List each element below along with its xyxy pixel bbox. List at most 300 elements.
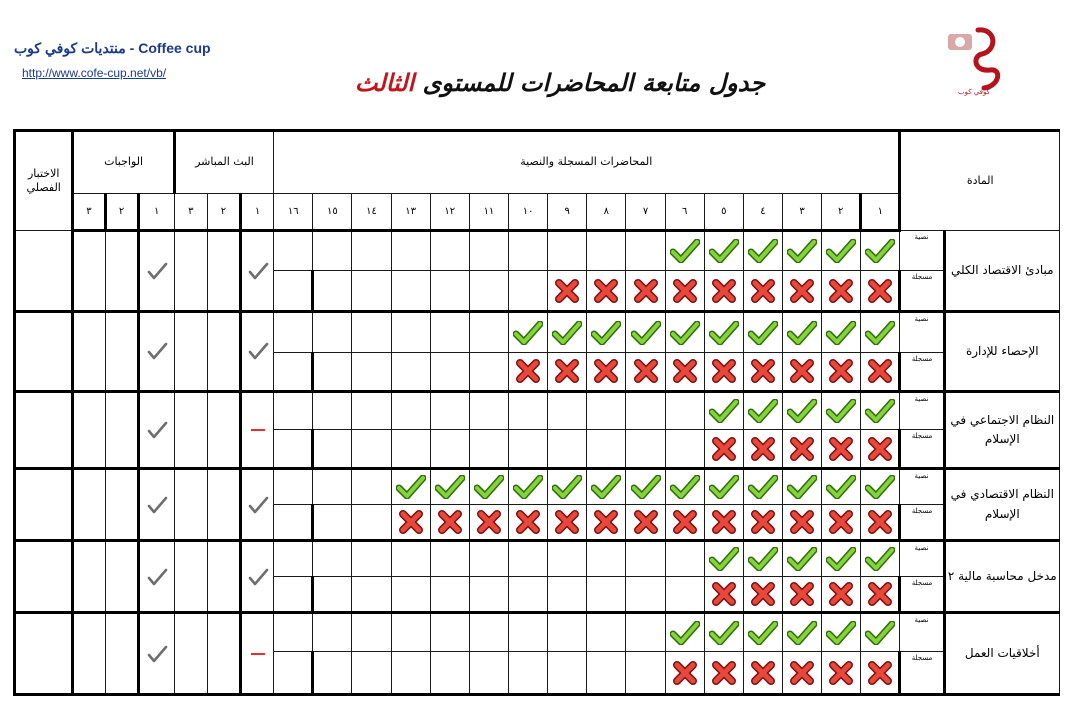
lecture-cell-recorded[interactable] <box>665 576 704 613</box>
check-icon <box>396 475 426 499</box>
lecture-cell-text[interactable] <box>783 541 822 577</box>
lecture-cell-text[interactable] <box>274 230 313 271</box>
lecture-cell-recorded[interactable] <box>391 576 430 613</box>
live-cell[interactable] <box>174 468 207 540</box>
row-type-text: نصية <box>900 312 944 353</box>
lecture-cell-recorded[interactable] <box>274 576 313 613</box>
lecture-cell-recorded[interactable] <box>665 504 704 541</box>
lecture-cell-recorded[interactable] <box>626 430 665 469</box>
lecture-cell-text[interactable] <box>352 391 391 430</box>
lecture-cell-text[interactable] <box>313 312 352 353</box>
lecture-cell-recorded[interactable] <box>274 271 313 312</box>
lecture-cell-text[interactable] <box>783 312 822 353</box>
lecture-cell-recorded[interactable] <box>587 430 626 469</box>
check-icon <box>474 475 504 499</box>
homework-cell[interactable] <box>73 312 105 391</box>
check-icon <box>865 547 895 571</box>
lecture-cell-text[interactable] <box>352 230 391 271</box>
lecture-cell-text[interactable] <box>704 613 743 652</box>
lecture-cell-recorded[interactable] <box>313 430 352 469</box>
homework-cell[interactable] <box>105 613 138 695</box>
lecture-cell-recorded[interactable] <box>274 652 313 695</box>
lecture-cell-text[interactable] <box>509 613 548 652</box>
cross-icon <box>515 359 541 383</box>
cross-icon <box>789 359 815 383</box>
lecture-cell-recorded[interactable] <box>274 430 313 469</box>
lecture-cell-text[interactable] <box>274 391 313 430</box>
dash-icon <box>251 429 265 431</box>
exam-cell[interactable] <box>15 541 73 613</box>
lecture-cell-text[interactable] <box>783 613 822 652</box>
lecture-cell-recorded[interactable] <box>587 576 626 613</box>
lecture-cell-recorded[interactable] <box>587 271 626 312</box>
lecture-cell-recorded[interactable] <box>430 271 469 312</box>
lecture-cell-recorded[interactable] <box>352 652 391 695</box>
lecture-cell-recorded[interactable] <box>665 652 704 695</box>
lecture-cell-text[interactable] <box>391 391 430 430</box>
live-cell[interactable] <box>241 613 274 695</box>
lecture-cell-text[interactable] <box>822 541 861 577</box>
exam-cell[interactable] <box>15 312 73 391</box>
lecture-cell-text[interactable] <box>430 613 469 652</box>
lecture-cell-text[interactable] <box>704 312 743 353</box>
lecture-cell-text[interactable] <box>313 541 352 577</box>
lecture-cell-recorded[interactable] <box>743 504 782 541</box>
lecture-cell-text[interactable] <box>743 312 782 353</box>
lecture-cell-recorded[interactable] <box>391 652 430 695</box>
check-icon <box>146 495 168 515</box>
lecture-cell-text[interactable] <box>822 230 861 271</box>
lecture-cell-recorded[interactable] <box>469 430 508 469</box>
logo-script <box>976 30 998 88</box>
lecture-cell-text[interactable] <box>665 230 704 271</box>
lecture-number: ٨ <box>587 194 626 231</box>
lecture-cell-text[interactable] <box>587 468 626 504</box>
homework-cell[interactable] <box>138 613 174 695</box>
lecture-cell-text[interactable] <box>509 541 548 577</box>
lecture-cell-text[interactable] <box>430 541 469 577</box>
lecture-cell-recorded[interactable] <box>783 652 822 695</box>
lecture-cell-recorded[interactable] <box>430 576 469 613</box>
live-cell[interactable] <box>207 312 240 391</box>
lecture-cell-text[interactable] <box>352 312 391 353</box>
homework-cell[interactable] <box>105 468 138 540</box>
lecture-cell-recorded[interactable] <box>704 576 743 613</box>
lecture-cell-text[interactable] <box>391 468 430 504</box>
lecture-cell-text[interactable] <box>665 391 704 430</box>
logo-text: كوفي كوب <box>958 88 990 96</box>
lecture-cell-recorded[interactable] <box>822 271 861 312</box>
lecture-cell-recorded[interactable] <box>704 352 743 391</box>
homework-cell[interactable] <box>73 541 105 613</box>
exam-cell[interactable] <box>15 613 73 695</box>
site-name: منتديات كوفي كوب - Coffee cup <box>14 40 211 56</box>
homework-cell[interactable] <box>138 541 174 613</box>
lecture-number: ٣ <box>783 194 822 231</box>
lecture-cell-text[interactable] <box>509 230 548 271</box>
lecture-cell-text[interactable] <box>548 230 587 271</box>
lecture-cell-recorded[interactable] <box>587 504 626 541</box>
cross-icon <box>828 437 854 461</box>
cross-icon <box>867 661 893 685</box>
homework-header: الواجبات <box>73 131 174 194</box>
cross-icon <box>711 661 737 685</box>
cross-icon <box>789 582 815 606</box>
lecture-cell-recorded[interactable] <box>509 271 548 312</box>
lecture-cell-recorded[interactable] <box>704 430 743 469</box>
lecture-cell-text[interactable] <box>704 391 743 430</box>
exam-cell[interactable] <box>15 391 73 468</box>
cross-icon <box>789 661 815 685</box>
cross-icon <box>398 510 424 534</box>
lecture-cell-text[interactable] <box>430 312 469 353</box>
homework-cell[interactable] <box>73 468 105 540</box>
lecture-cell-recorded[interactable] <box>391 271 430 312</box>
lecture-cell-recorded[interactable] <box>469 652 508 695</box>
lecture-cell-text[interactable] <box>626 230 665 271</box>
lecture-cell-recorded[interactable] <box>352 271 391 312</box>
lecture-cell-recorded[interactable] <box>704 504 743 541</box>
lecture-cell-text[interactable] <box>587 312 626 353</box>
lecture-cell-text[interactable] <box>861 312 900 353</box>
lecture-cell-text[interactable] <box>313 613 352 652</box>
lecture-cell-recorded[interactable] <box>861 352 900 391</box>
lecture-cell-text[interactable] <box>626 312 665 353</box>
lecture-cell-text[interactable] <box>783 468 822 504</box>
check-icon <box>591 321 621 345</box>
lecture-cell-recorded[interactable] <box>822 576 861 613</box>
lecture-cell-recorded[interactable] <box>313 576 352 613</box>
lecture-cell-recorded[interactable] <box>587 652 626 695</box>
check-icon <box>709 239 739 263</box>
lecture-cell-text[interactable] <box>313 468 352 504</box>
lecture-cell-recorded[interactable] <box>587 352 626 391</box>
lecture-cell-recorded[interactable] <box>626 271 665 312</box>
lecture-cell-recorded[interactable] <box>626 352 665 391</box>
lecture-cell-recorded[interactable] <box>509 352 548 391</box>
homework-cell[interactable] <box>73 230 105 311</box>
lecture-cell-recorded[interactable] <box>509 430 548 469</box>
live-cell[interactable] <box>241 230 274 311</box>
lecture-cell-text[interactable] <box>274 613 313 652</box>
homework-cell[interactable] <box>138 391 174 468</box>
lecture-cell-text[interactable] <box>352 468 391 504</box>
lecture-cell-recorded[interactable] <box>548 271 587 312</box>
homework-cell[interactable] <box>105 230 138 311</box>
lecture-cell-recorded[interactable] <box>861 504 900 541</box>
lecture-cell-recorded[interactable] <box>469 576 508 613</box>
lecture-cell-text[interactable] <box>704 541 743 577</box>
lecture-cell-recorded[interactable] <box>822 430 861 469</box>
live-cell[interactable] <box>174 613 207 695</box>
lecture-cell-text[interactable] <box>626 541 665 577</box>
lecture-cell-text[interactable] <box>509 468 548 504</box>
live-header: البث المباشر <box>174 131 273 194</box>
live-cell[interactable] <box>241 541 274 613</box>
lecture-cell-recorded[interactable] <box>783 504 822 541</box>
lecture-cell-text[interactable] <box>665 312 704 353</box>
lecture-cell-text[interactable] <box>352 613 391 652</box>
lecture-cell-recorded[interactable] <box>548 430 587 469</box>
lecture-cell-text[interactable] <box>430 391 469 430</box>
lecture-cell-text[interactable] <box>822 312 861 353</box>
check-icon <box>787 621 817 645</box>
lecture-cell-recorded[interactable] <box>548 352 587 391</box>
live-cell[interactable] <box>207 391 240 468</box>
lecture-cell-text[interactable] <box>469 468 508 504</box>
lecture-cell-text[interactable] <box>665 468 704 504</box>
exam-cell[interactable] <box>15 468 73 540</box>
live-cell[interactable] <box>241 312 274 391</box>
lecture-cell-text[interactable] <box>274 541 313 577</box>
lecture-cell-recorded[interactable] <box>665 430 704 469</box>
dash-icon <box>251 653 265 655</box>
lecture-cell-recorded[interactable] <box>626 504 665 541</box>
lecture-cell-recorded[interactable] <box>743 652 782 695</box>
lecture-cell-recorded[interactable] <box>743 271 782 312</box>
lecture-cell-recorded[interactable] <box>509 504 548 541</box>
lecture-cell-text[interactable] <box>391 613 430 652</box>
lecture-cell-recorded[interactable] <box>783 576 822 613</box>
lecture-cell-recorded[interactable] <box>352 352 391 391</box>
lecture-cell-recorded[interactable] <box>391 352 430 391</box>
lecture-cell-recorded[interactable] <box>469 352 508 391</box>
lecture-cell-recorded[interactable] <box>430 430 469 469</box>
lecture-cell-text[interactable] <box>391 541 430 577</box>
lecture-cell-text[interactable] <box>743 613 782 652</box>
lecture-cell-recorded[interactable] <box>430 352 469 391</box>
cross-icon <box>554 359 580 383</box>
lecture-cell-text[interactable] <box>783 230 822 271</box>
homework-cell[interactable] <box>138 468 174 540</box>
check-icon <box>748 547 778 571</box>
lecture-cell-text[interactable] <box>587 541 626 577</box>
cross-icon <box>828 582 854 606</box>
lecture-cell-recorded[interactable] <box>274 504 313 541</box>
lecture-cell-text[interactable] <box>587 613 626 652</box>
lecture-cell-recorded[interactable] <box>822 504 861 541</box>
lecture-cell-text[interactable] <box>548 541 587 577</box>
check-icon <box>513 475 543 499</box>
lecture-cell-recorded[interactable] <box>822 652 861 695</box>
lecture-cell-recorded[interactable] <box>548 504 587 541</box>
lecture-cell-recorded[interactable] <box>626 576 665 613</box>
live-cell[interactable] <box>174 312 207 391</box>
cross-icon <box>828 510 854 534</box>
lecture-cell-recorded[interactable] <box>861 576 900 613</box>
check-icon <box>709 399 739 423</box>
homework-cell[interactable] <box>105 541 138 613</box>
lecture-cell-recorded[interactable] <box>548 576 587 613</box>
lecture-cell-recorded[interactable] <box>352 430 391 469</box>
lecture-cell-text[interactable] <box>626 468 665 504</box>
lecture-cell-text[interactable] <box>430 468 469 504</box>
live-cell[interactable] <box>207 613 240 695</box>
lecture-cell-recorded[interactable] <box>665 352 704 391</box>
lecture-cell-text[interactable] <box>469 391 508 430</box>
cross-icon <box>672 510 698 534</box>
lecture-cell-text[interactable] <box>391 230 430 271</box>
lecture-cell-text[interactable] <box>548 312 587 353</box>
lecture-cell-text[interactable] <box>822 391 861 430</box>
lecture-cell-recorded[interactable] <box>704 271 743 312</box>
subject-name: أخلاقيات العمل <box>944 613 1059 695</box>
lecture-cell-recorded[interactable] <box>430 652 469 695</box>
lecture-cell-recorded[interactable] <box>313 352 352 391</box>
lecture-number: ٩ <box>548 194 587 231</box>
lecture-cell-text[interactable] <box>352 541 391 577</box>
homework-cell[interactable] <box>138 312 174 391</box>
lecture-cell-recorded[interactable] <box>783 430 822 469</box>
lecture-number: ١٢ <box>430 194 469 231</box>
lecture-cell-text[interactable] <box>665 541 704 577</box>
homework-cell[interactable] <box>73 391 105 468</box>
lecture-cell-text[interactable] <box>665 613 704 652</box>
lecture-cell-text[interactable] <box>430 230 469 271</box>
lecture-cell-recorded[interactable] <box>783 271 822 312</box>
lecture-number: ١٤ <box>352 194 391 231</box>
lecture-cell-text[interactable] <box>548 391 587 430</box>
lecture-cell-recorded[interactable] <box>391 504 430 541</box>
check-icon <box>826 547 856 571</box>
row-type-recorded: مسجلة <box>900 652 944 695</box>
lecture-cell-text[interactable] <box>509 312 548 353</box>
lecture-cell-recorded[interactable] <box>313 504 352 541</box>
check-icon <box>748 321 778 345</box>
lecture-cell-text[interactable] <box>861 541 900 577</box>
live-cell[interactable] <box>207 468 240 540</box>
lecture-cell-recorded[interactable] <box>430 504 469 541</box>
lecture-cell-recorded[interactable] <box>822 352 861 391</box>
lecture-cell-text[interactable] <box>861 230 900 271</box>
live-cell[interactable] <box>174 230 207 311</box>
lecture-cell-text[interactable] <box>587 391 626 430</box>
lecture-cell-recorded[interactable] <box>783 352 822 391</box>
exam-cell[interactable] <box>15 230 73 311</box>
lecture-cell-text[interactable] <box>469 312 508 353</box>
lecture-cell-recorded[interactable] <box>861 271 900 312</box>
lecture-cell-text[interactable] <box>548 468 587 504</box>
lecture-cell-text[interactable] <box>509 391 548 430</box>
check-icon <box>247 495 269 515</box>
lecture-cell-recorded[interactable] <box>861 652 900 695</box>
cross-icon <box>828 279 854 303</box>
live-number: ١ <box>241 194 274 231</box>
cross-icon <box>711 279 737 303</box>
cross-icon <box>672 279 698 303</box>
lecture-cell-text[interactable] <box>704 230 743 271</box>
lecture-cell-text[interactable] <box>822 468 861 504</box>
row-type-recorded: مسجلة <box>900 352 944 391</box>
live-cell[interactable] <box>207 541 240 613</box>
lecture-cell-recorded[interactable] <box>352 576 391 613</box>
live-cell[interactable] <box>174 391 207 468</box>
check-icon <box>787 239 817 263</box>
lecture-cell-recorded[interactable] <box>743 430 782 469</box>
check-icon <box>709 547 739 571</box>
lecture-cell-text[interactable] <box>743 541 782 577</box>
tracking-table <box>13 129 1060 696</box>
lecture-number: ٦ <box>665 194 704 231</box>
lecture-cell-recorded[interactable] <box>861 430 900 469</box>
cross-icon <box>633 510 659 534</box>
cross-icon <box>593 359 619 383</box>
lecture-cell-text[interactable] <box>626 391 665 430</box>
check-icon <box>709 621 739 645</box>
lecture-cell-text[interactable] <box>274 312 313 353</box>
live-cell[interactable] <box>241 391 274 468</box>
lecture-cell-text[interactable] <box>626 613 665 652</box>
homework-cell[interactable] <box>138 230 174 311</box>
lecture-cell-text[interactable] <box>861 613 900 652</box>
lecture-cell-recorded[interactable] <box>274 352 313 391</box>
lecture-cell-text[interactable] <box>469 541 508 577</box>
lecture-cell-text[interactable] <box>548 613 587 652</box>
lecture-cell-recorded[interactable] <box>743 576 782 613</box>
lecture-cell-text[interactable] <box>783 391 822 430</box>
row-type-recorded: مسجلة <box>900 504 944 541</box>
lecture-cell-text[interactable] <box>274 468 313 504</box>
lecture-cell-recorded[interactable] <box>469 504 508 541</box>
lecture-cell-recorded[interactable] <box>509 652 548 695</box>
site-url-link[interactable]: http://www.cofe-cup.net/vb/ <box>22 66 167 80</box>
subject-name: مبادئ الاقتصاد الكلي <box>944 230 1059 311</box>
lecture-cell-text[interactable] <box>587 230 626 271</box>
lecture-cell-recorded[interactable] <box>352 504 391 541</box>
subject-row <box>15 541 1060 577</box>
lecture-cell-text[interactable] <box>822 613 861 652</box>
lecture-cell-recorded[interactable] <box>509 576 548 613</box>
subject-name: الإحصاء للإدارة <box>944 312 1059 391</box>
check-icon <box>787 321 817 345</box>
cross-icon <box>633 359 659 383</box>
lecture-cell-text[interactable] <box>704 468 743 504</box>
lecture-cell-text[interactable] <box>313 391 352 430</box>
lecture-cell-recorded[interactable] <box>313 652 352 695</box>
homework-cell[interactable] <box>105 391 138 468</box>
lecture-cell-recorded[interactable] <box>665 271 704 312</box>
cross-icon <box>828 359 854 383</box>
lectures-header: المحاضرات المسجلة والنصية <box>274 131 900 194</box>
check-icon <box>709 475 739 499</box>
check-icon <box>247 567 269 587</box>
logo-cup-icon <box>955 37 965 47</box>
lecture-cell-text[interactable] <box>469 613 508 652</box>
lecture-cell-recorded[interactable] <box>313 271 352 312</box>
lecture-cell-recorded[interactable] <box>548 652 587 695</box>
lecture-cell-text[interactable] <box>861 391 900 430</box>
lecture-cell-text[interactable] <box>743 230 782 271</box>
live-cell[interactable] <box>207 230 240 311</box>
lecture-cell-recorded[interactable] <box>469 271 508 312</box>
check-icon <box>709 321 739 345</box>
lecture-cell-recorded[interactable] <box>704 652 743 695</box>
lecture-cell-recorded[interactable] <box>743 352 782 391</box>
live-cell[interactable] <box>241 468 274 540</box>
lecture-number: ٧ <box>626 194 665 231</box>
lecture-cell-recorded[interactable] <box>626 652 665 695</box>
lecture-cell-text[interactable] <box>743 468 782 504</box>
lecture-cell-text[interactable] <box>861 468 900 504</box>
lecture-cell-text[interactable] <box>391 312 430 353</box>
homework-cell[interactable] <box>73 613 105 695</box>
lecture-cell-text[interactable] <box>469 230 508 271</box>
lecture-cell-text[interactable] <box>313 230 352 271</box>
homework-cell[interactable] <box>105 312 138 391</box>
live-cell[interactable] <box>174 541 207 613</box>
lecture-cell-text[interactable] <box>743 391 782 430</box>
lecture-cell-recorded[interactable] <box>391 430 430 469</box>
